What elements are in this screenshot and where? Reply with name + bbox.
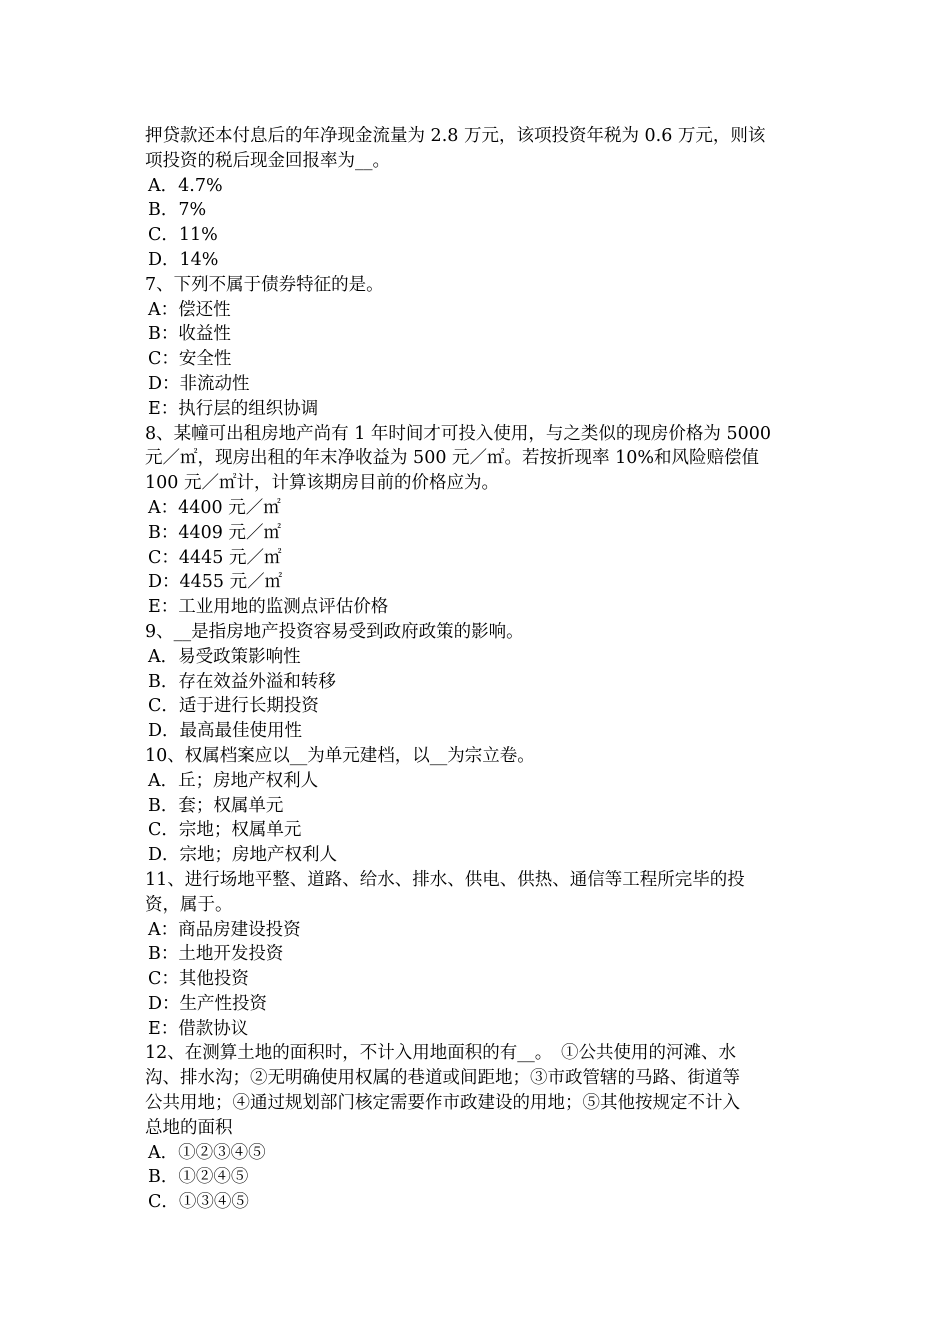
question-text-line: 押贷款还本付息后的年净现金流量为 2.8 万元，该项投资年税为 0.6 万元，则该 bbox=[145, 126, 766, 146]
option-c: C：其他投资 bbox=[148, 969, 249, 990]
question-11 bbox=[145, 868, 810, 1042]
question-text-line: 总地的面积 bbox=[145, 1117, 233, 1138]
option-c: C：4445 元／㎡ bbox=[148, 547, 282, 568]
option-b: B．套；权属单元 bbox=[148, 795, 284, 816]
option-a: A：偿还性 bbox=[148, 299, 231, 320]
option-a: A．易受政策影响性 bbox=[148, 646, 301, 667]
option-d: D：非流动性 bbox=[148, 373, 250, 394]
question-text-line: 12、在测算土地的面积时，不计入用地面积的有__。 ①公共使用的河滩、水 bbox=[145, 1043, 737, 1064]
question-text-line: 10、权属档案应以__为单元建档，以__为宗立卷。 bbox=[145, 745, 535, 766]
option-d: D．14% bbox=[148, 249, 219, 270]
option-c: C．11% bbox=[148, 225, 218, 246]
option-d: D：生产性投资 bbox=[148, 993, 268, 1014]
question-text-line: 元／㎡，现房出租的年末净收益为 500 元／㎡。若按折现率 10%和风险赔偿值 bbox=[145, 448, 759, 469]
question-9 bbox=[145, 620, 810, 744]
question-8 bbox=[145, 422, 810, 620]
question-12 bbox=[145, 1041, 810, 1215]
option-b: B．7% bbox=[148, 200, 207, 221]
option-b: B：土地开发投资 bbox=[148, 944, 284, 965]
question-text-line: 11、进行场地平整、道路、给水、排水、供电、供热、通信等工程所完毕的投 bbox=[145, 869, 745, 890]
option-a: A．4.7% bbox=[148, 175, 223, 196]
option-e: E：工业用地的监测点评估价格 bbox=[148, 597, 389, 618]
option-c: C．①③④⑤ bbox=[148, 1192, 249, 1213]
option-d: D：4455 元／㎡ bbox=[148, 572, 283, 593]
question-text-line: 沟、排水沟；②无明确使用权属的巷道或间距地；③市政管辖的马路、街道等 bbox=[145, 1068, 740, 1089]
question-text-line: 7、下列不属于债券特征的是。 bbox=[145, 274, 384, 295]
option-b: B．①②④⑤ bbox=[148, 1167, 249, 1188]
option-d: D．宗地；房地产权利人 bbox=[148, 845, 338, 866]
question-text-line: 公共用地；④通过规划部门核定需要作市政建设的用地；⑤其他按规定不计入 bbox=[145, 1093, 740, 1114]
option-c: C：安全性 bbox=[148, 349, 232, 370]
question-10 bbox=[145, 744, 810, 868]
option-b: B：4409 元／㎡ bbox=[148, 522, 281, 543]
option-a: A：商品房建设投资 bbox=[148, 919, 301, 940]
option-a: A．①②③④⑤ bbox=[148, 1142, 266, 1163]
option-b: B：收益性 bbox=[148, 324, 231, 345]
question-text-line: 项投资的税后现金回报率为__。 bbox=[145, 150, 390, 171]
question-text-line: 8、某幢可出租房地产尚有 1 年时间才可投入使用，与之类似的现房价格为 5000 bbox=[145, 423, 771, 444]
option-e: E：执行层的组织协调 bbox=[148, 398, 319, 419]
question-text-line: 资，属于。 bbox=[145, 894, 233, 915]
option-b: B．存在效益外溢和转移 bbox=[148, 671, 336, 692]
question-text-line: 9、__是指房地产投资容易受到政府政策的影响。 bbox=[145, 621, 524, 642]
option-a: A：4400 元／㎡ bbox=[148, 497, 281, 518]
option-e: E：借款协议 bbox=[148, 1018, 249, 1039]
question-6-continued bbox=[145, 124, 810, 273]
question-7 bbox=[145, 273, 810, 422]
question-text-line: 100 元／㎡计，计算该期房目前的价格应为。 bbox=[145, 473, 499, 494]
question-list bbox=[145, 124, 810, 1215]
option-d: D．最高最佳使用性 bbox=[148, 721, 303, 742]
option-a: A．丘；房地产权利人 bbox=[148, 770, 319, 791]
option-c: C．宗地；权属单元 bbox=[148, 820, 302, 841]
option-c: C．适于进行长期投资 bbox=[148, 696, 319, 717]
